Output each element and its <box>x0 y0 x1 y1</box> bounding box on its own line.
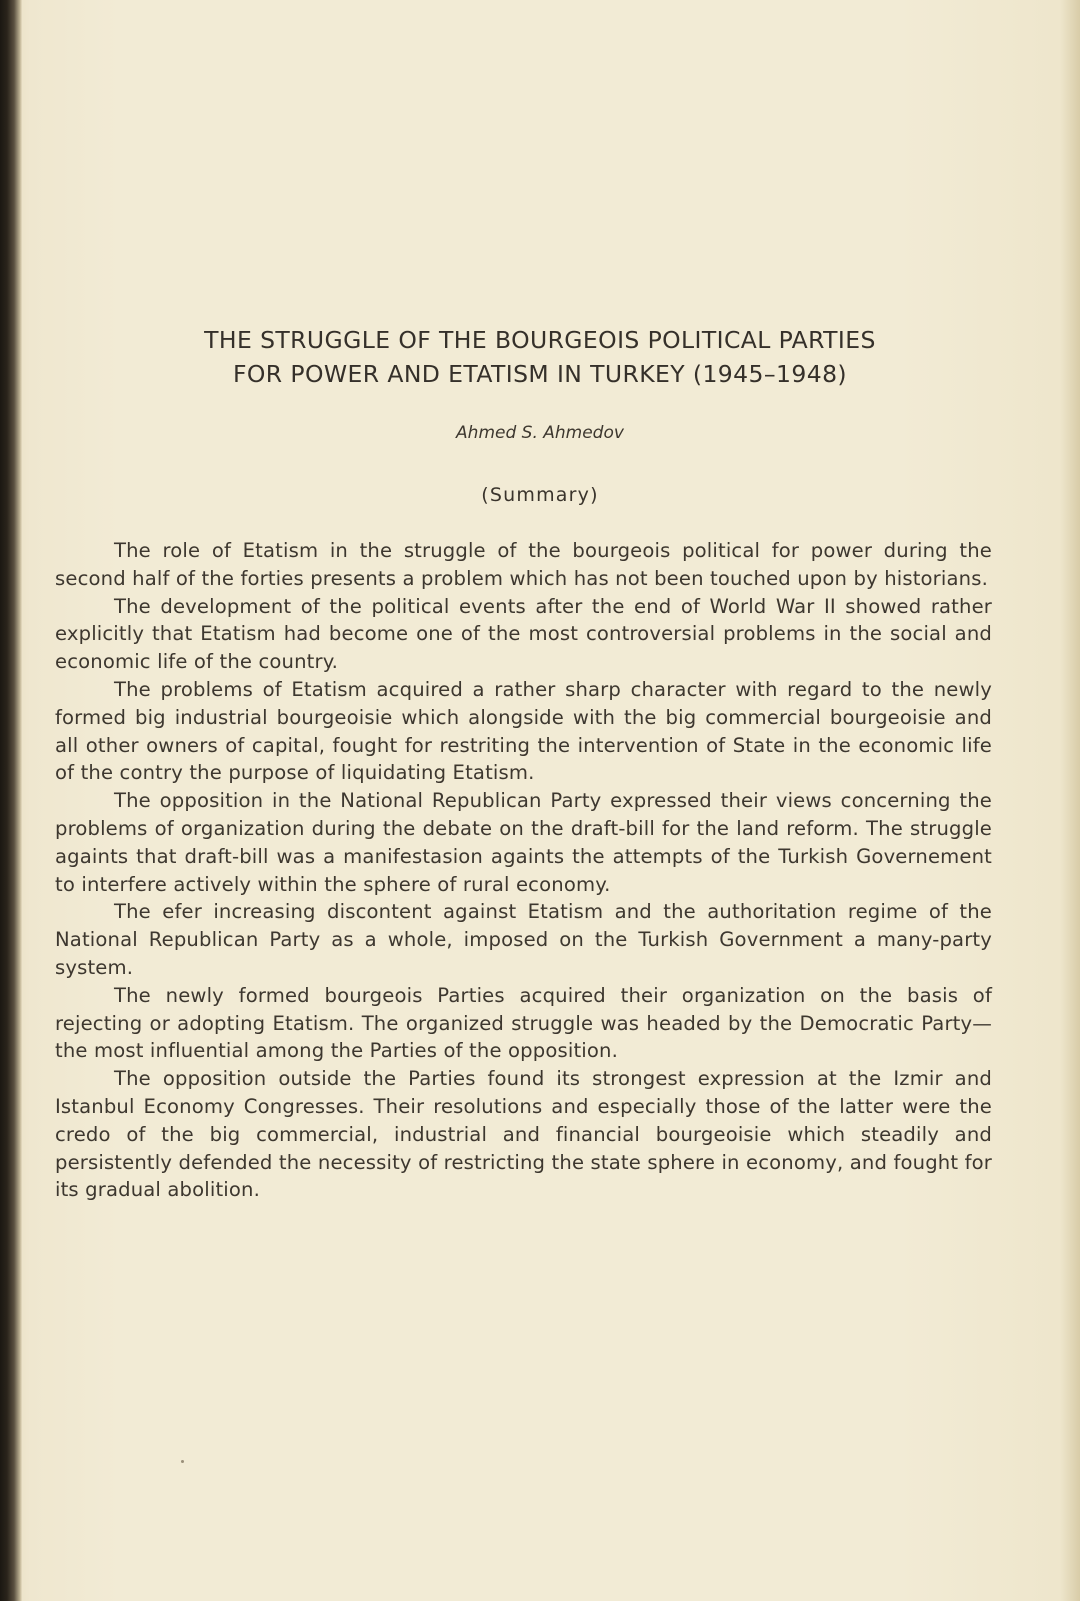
paragraph-7: The opposition outside the Parties found its strongest expression at the Izmir and Istanbul Economy Congresses. Their resolutions and especially those of the latter were the credo of the big commercial, industrial and financial bourgeoisie which steadily and persistently defended the necessity of restricting the state sphere in economy, and fought for its gradual abolition. <box>55 1067 992 1202</box>
book-spine-shadow <box>0 0 22 1601</box>
paragraph-5: The efer increasing discontent against Etatism and the authoritation regime of the National Republican Party as a whole, imposed on the Turkish Government a many-party system. <box>55 900 992 979</box>
section-label: (Summary) <box>481 484 599 506</box>
author-name: Ahmed S. Ahmedov <box>456 423 624 443</box>
paragraph-6: The newly formed bourgeois Parties acquired their organization on the basis of rejecting or adopting Etatism. The organized struggle was headed by the Democratic Party—the most influential among the Parties of the opposition. <box>55 983 992 1063</box>
article-title-line-1: THE STRUGGLE OF THE BOURGEOIS POLITICAL PARTIES <box>204 326 876 354</box>
paragraph-4: The opposition in the National Republican Party expressed their views concerning the problems of organization during the debate on the draft-bill for the land reform. The struggle againts that draft-bill was a manifestasion againts the attempts of the Turkish Governement to interfere actively within the sphere of rural economy. <box>55 789 992 896</box>
article-title <box>60 323 1020 391</box>
paragraph-1: The role of Etatism in the struggle of the bourgeois political for power during the second half of the forties presents a problem which has not been touched upon by historians. <box>55 539 992 590</box>
summary-body <box>55 537 992 1204</box>
paragraph-2: The development of the political events after the end of World War II showed rather explicitly that Etatism had become one of the most controversial problems in the social and economic life of the country. <box>55 594 992 674</box>
paragraph-3: The problems of Etatism acquired a rather sharp character with regard to the newly formed big industrial bourgeoisie which alongside with the big commercial bourgeoisie and all other owners of capital, fought for restriting the intervention of State in the economic life of the contry the purpose of liquidating Etatism. <box>55 677 992 785</box>
article-title-line-2: FOR POWER AND ETATISM IN TURKEY (1945–1948) <box>232 360 847 388</box>
paper-speck <box>181 1460 184 1463</box>
